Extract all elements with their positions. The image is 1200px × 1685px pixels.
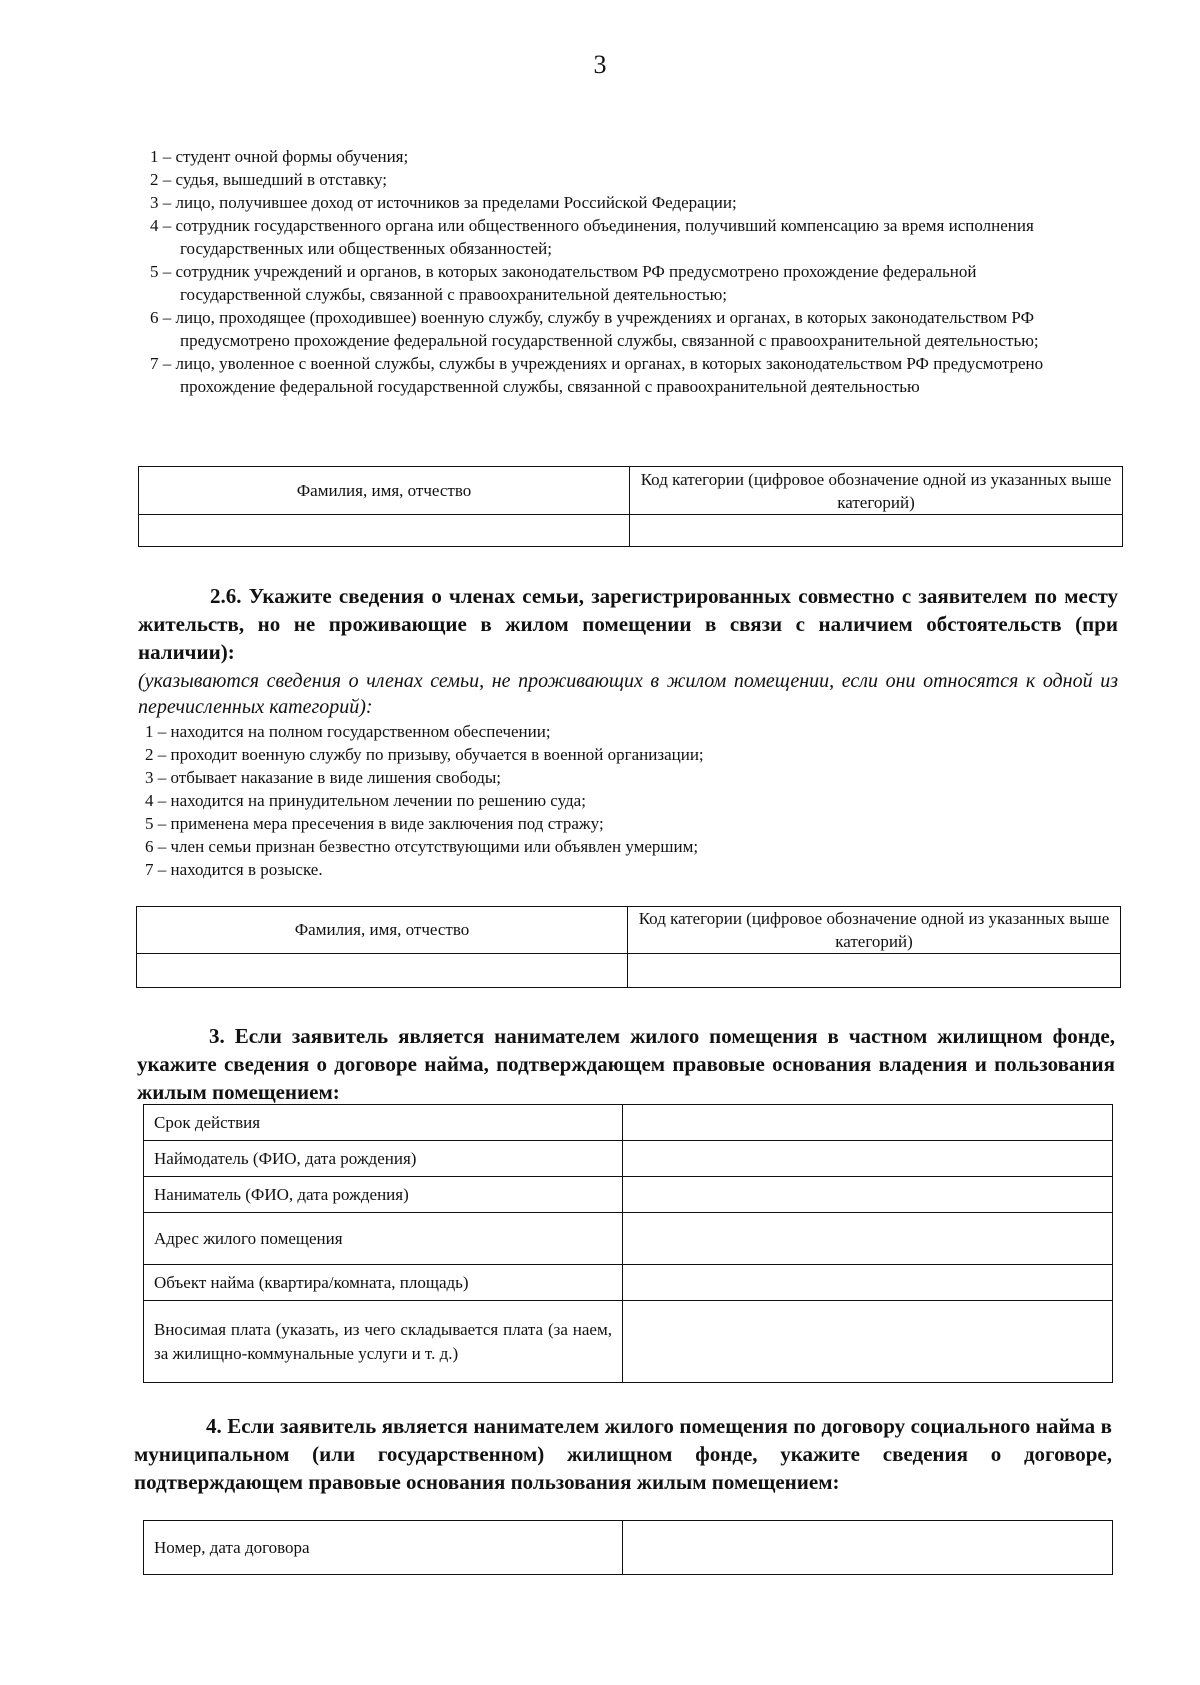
absence-reasons-list bbox=[145, 720, 1085, 881]
section-3-heading: 3. Если заявитель является нанимателем жилого помещения в частном жилищном фонде, укажите сведения о договоре найма, подтверждающем правовые основания владения и пользования жилым помещением: bbox=[137, 1024, 1115, 1104]
value-input-cell[interactable] bbox=[623, 1521, 1113, 1575]
row-label: Адрес жилого помещения bbox=[144, 1213, 623, 1265]
value-input-cell[interactable] bbox=[623, 1213, 1113, 1265]
list-item: 5 – сотрудник учреждений и органов, в которых законодательством РФ предусмотрено прохождение федеральной государственной службы, связанной с правоохранительной деятельностью; bbox=[150, 262, 977, 304]
table-header-code: Код категории (цифровое обозначение одной из указанных выше категорий) bbox=[630, 467, 1123, 515]
value-input-cell[interactable] bbox=[623, 1177, 1113, 1213]
name-input-cell[interactable] bbox=[137, 954, 628, 988]
list-item: 6 – член семьи признан безвестно отсутствующими или объявлен умершим; bbox=[145, 837, 699, 856]
list-item: 4 – сотрудник государственного органа или общественного объединения, получивший компенсацию за время исполнения государственных или общественных обязанностей; bbox=[150, 216, 1034, 258]
code-input-cell[interactable] bbox=[630, 515, 1123, 547]
list-item: 2 – проходит военную службу по призыву, обучается в военной организации; bbox=[145, 745, 704, 764]
absent-family-table bbox=[136, 906, 1121, 988]
list-item: 1 – студент очной формы обучения; bbox=[150, 147, 409, 166]
list-item: 5 – применена мера пресечения в виде заключения под стражу; bbox=[145, 814, 604, 833]
rental-contract-table bbox=[143, 1104, 1113, 1383]
value-input-cell[interactable] bbox=[623, 1265, 1113, 1301]
row-label: Наниматель (ФИО, дата рождения) bbox=[144, 1177, 623, 1213]
value-input-cell[interactable] bbox=[623, 1141, 1113, 1177]
table-header-code: Код категории (цифровое обозначение одной из указанных выше категорий) bbox=[628, 907, 1121, 954]
social-contract-table bbox=[143, 1520, 1113, 1575]
section-4-heading: 4. Если заявитель является нанимателем жилого помещения по договору социального найма в муниципальном (или государственном) жилищном фонде, укажите сведения о договоре, подтверждающем правовые основания пользования жилым помещением: bbox=[134, 1414, 1112, 1494]
name-input-cell[interactable] bbox=[139, 515, 630, 547]
row-label: Номер, дата договора bbox=[144, 1521, 623, 1575]
table-header-name: Фамилия, имя, отчество bbox=[139, 467, 630, 515]
row-label: Вносимая плата (указать, из чего складывается плата (за наем, за жилищно-коммунальные услуги и т. д.) bbox=[144, 1301, 623, 1383]
list-item: 6 – лицо, проходящее (проходившее) военную службу, службу в учреждениях и органах, в которых законодательством РФ предусмотрено прохождение федеральной государственной службы, связанной с правоохранительной деятельностью; bbox=[150, 308, 1039, 350]
list-item: 3 – отбывает наказание в виде лишения свободы; bbox=[145, 768, 502, 787]
categories-list bbox=[150, 145, 1090, 398]
list-item: 7 – лицо, уволенное с военной службы, службы в учреждениях и органах, в которых законодательством РФ предусмотрено прохождение федеральной государственной службы, связанной с правоохранительной деятельностью bbox=[150, 354, 1044, 396]
value-input-cell[interactable] bbox=[623, 1105, 1113, 1141]
section-2-6-note: (указываются сведения о членах семьи, не проживающих в жилом помещении, если они относятся к одной из перечисленных категорий): bbox=[138, 670, 1118, 718]
row-label: Наймодатель (ФИО, дата рождения) bbox=[144, 1141, 623, 1177]
list-item: 2 – судья, вышедший в отставку; bbox=[150, 170, 387, 189]
list-item: 7 – находится в розыске. bbox=[145, 860, 323, 879]
list-item: 3 – лицо, получившее доход от источников за пределами Российской Федерации; bbox=[150, 193, 737, 212]
list-item: 4 – находится на принудительном лечении по решению суда; bbox=[145, 791, 586, 810]
family-category-table bbox=[138, 466, 1123, 547]
page-number: 3 bbox=[593, 50, 607, 79]
code-input-cell[interactable] bbox=[628, 954, 1121, 988]
list-item: 1 – находится на полном государственном обеспечении; bbox=[145, 722, 551, 741]
section-2-6-heading: 2.6. Укажите сведения о членах семьи, зарегистрированных совместно с заявителем по месту жительств, но не проживающие в жилом помещении в связи с наличием обстоятельств (при наличии): bbox=[138, 584, 1118, 664]
value-input-cell[interactable] bbox=[623, 1301, 1113, 1383]
row-label: Объект найма (квартира/комната, площадь) bbox=[144, 1265, 623, 1301]
table-header-name: Фамилия, имя, отчество bbox=[137, 907, 628, 954]
row-label: Срок действия bbox=[144, 1105, 623, 1141]
